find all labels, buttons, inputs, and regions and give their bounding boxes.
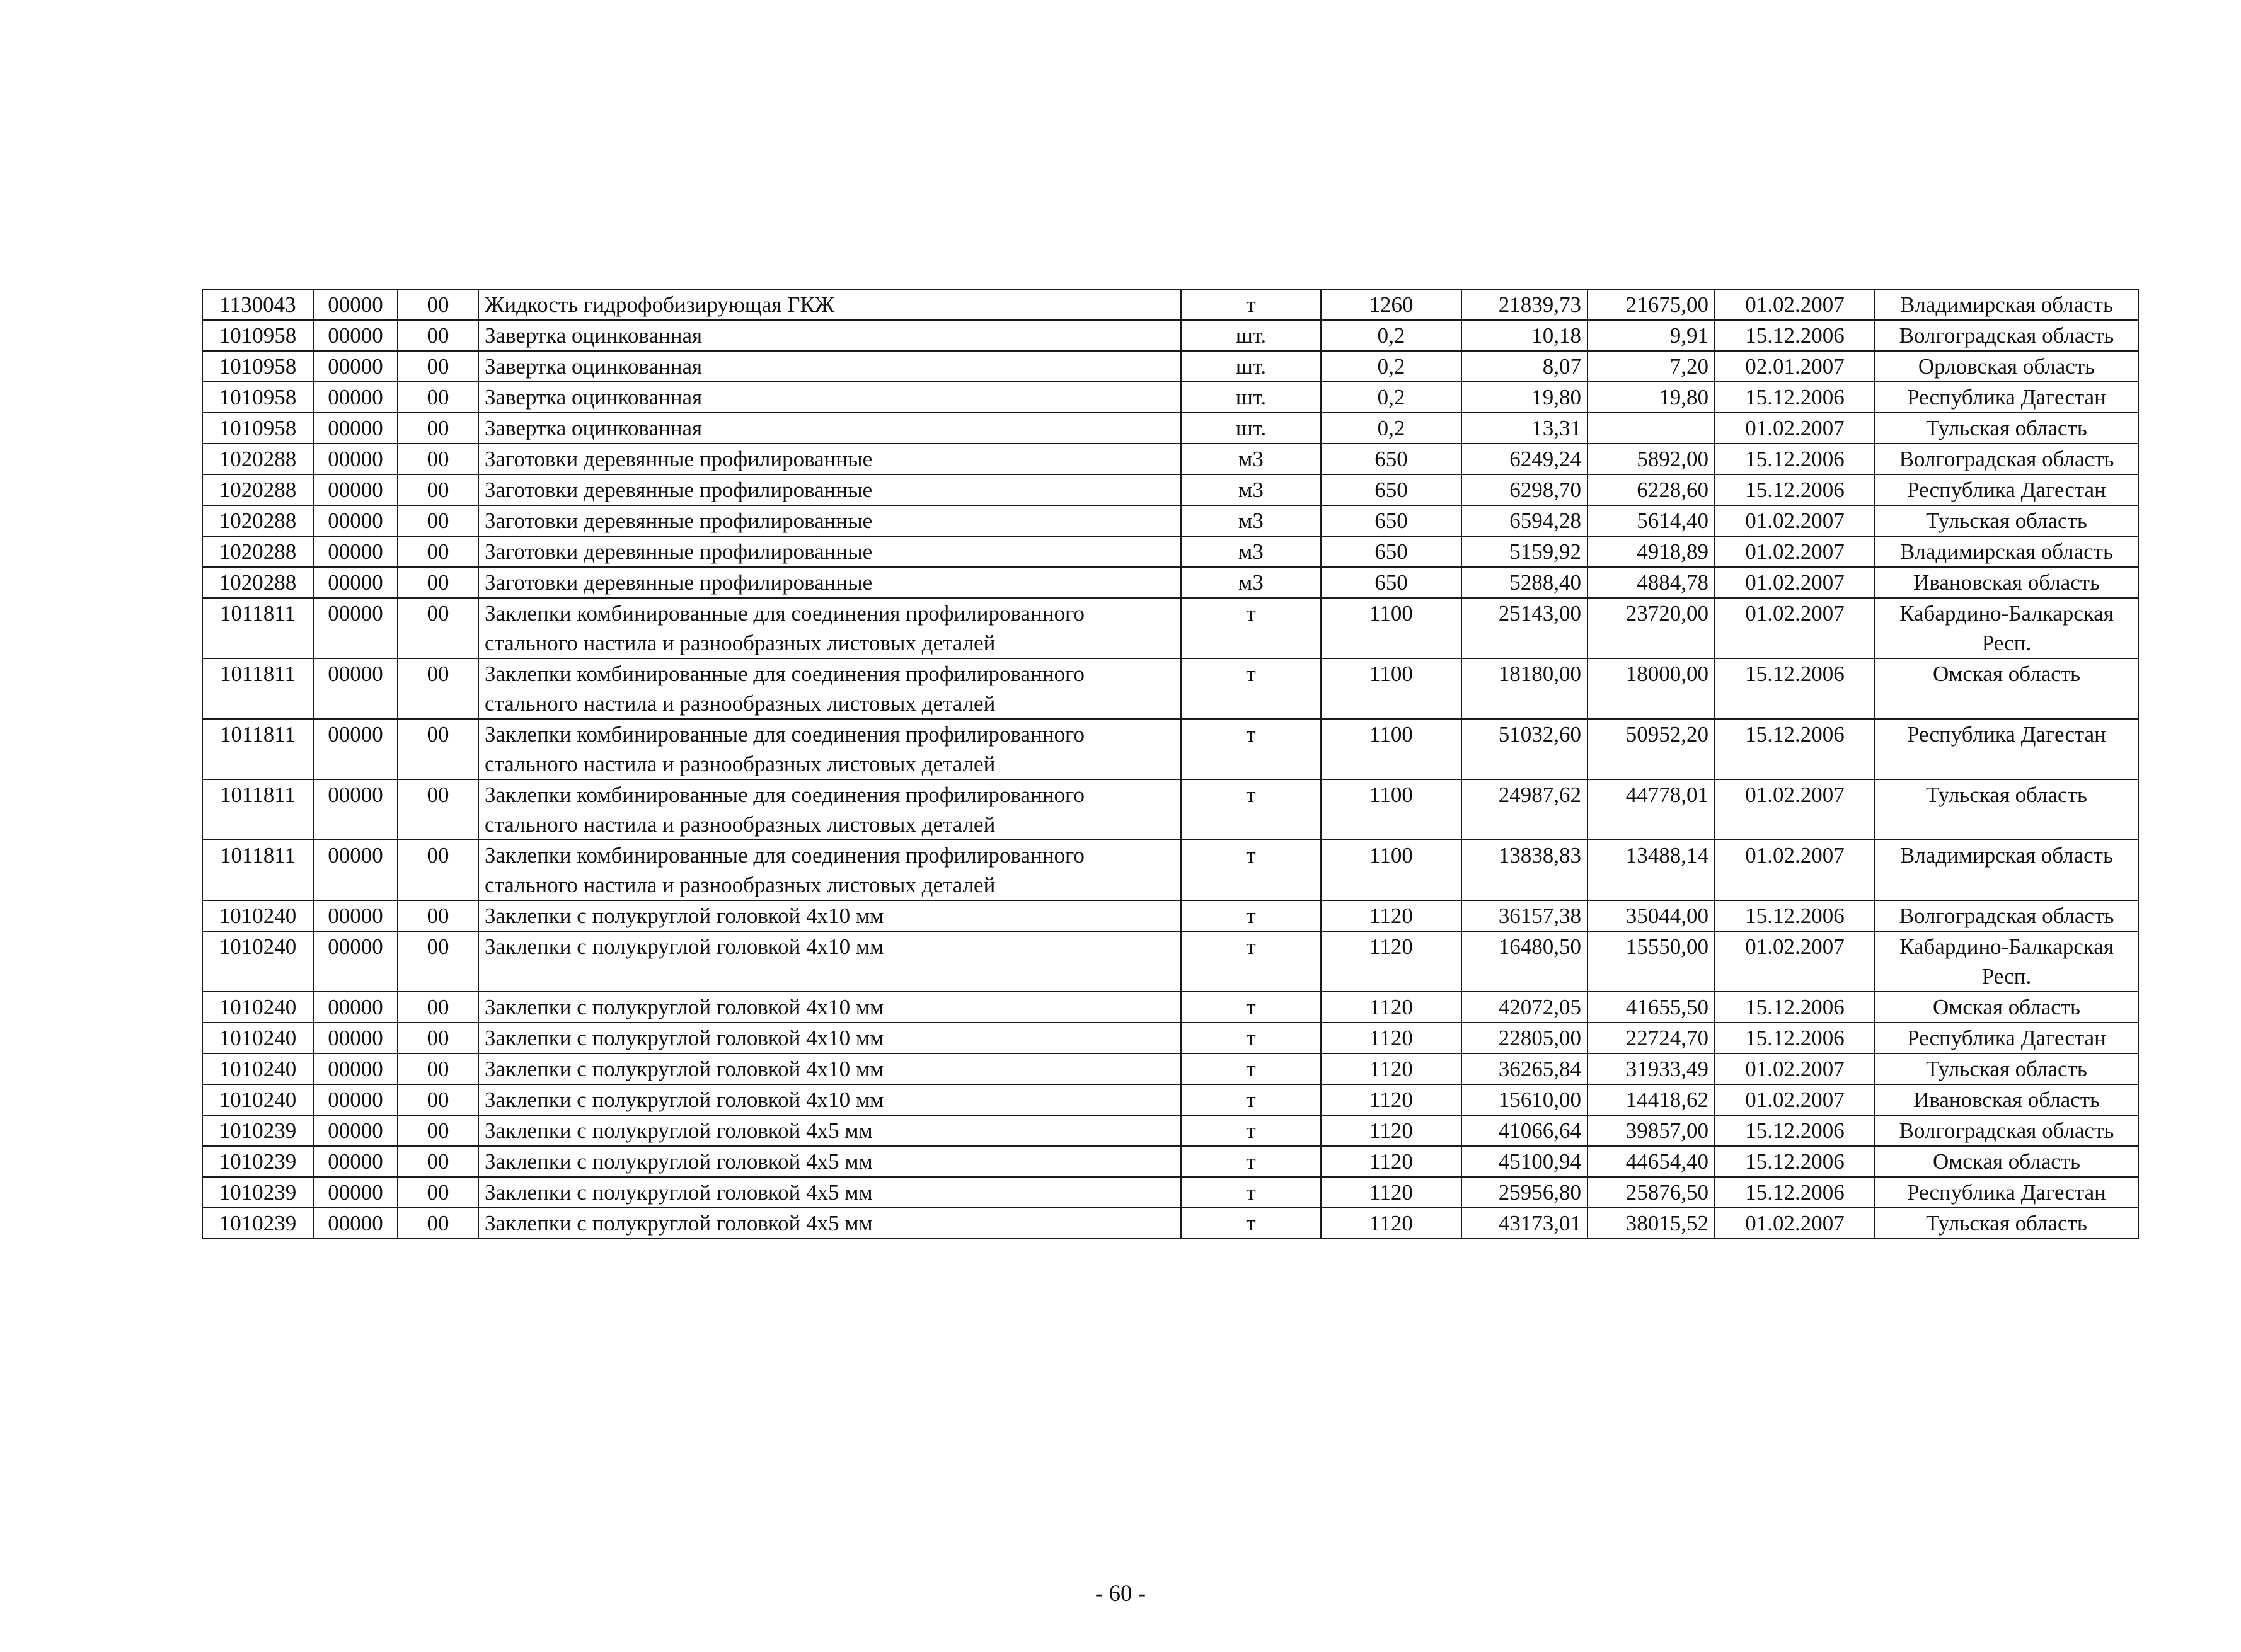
resource-code: 1010958 bbox=[202, 382, 313, 413]
price-cell: 6594,28 bbox=[1461, 505, 1587, 536]
price-alt-cell: 15550,00 bbox=[1587, 931, 1715, 992]
subcode-cell: 00000 bbox=[313, 658, 398, 719]
table-row bbox=[202, 444, 2138, 474]
price-cell: 42072,05 bbox=[1461, 992, 1587, 1023]
price-alt-cell: 4918,89 bbox=[1587, 536, 1715, 567]
table-row bbox=[202, 536, 2138, 567]
price-alt-cell: 21675,00 bbox=[1587, 289, 1715, 320]
price-cell: 8,07 bbox=[1461, 351, 1587, 382]
subcode2-cell: 00 bbox=[398, 567, 478, 598]
resource-code: 1010240 bbox=[202, 1053, 313, 1084]
subcode-cell: 00000 bbox=[313, 1115, 398, 1146]
date-cell: 01.02.2007 bbox=[1715, 567, 1875, 598]
date-cell: 15.12.2006 bbox=[1715, 1177, 1875, 1208]
price-alt-cell: 35044,00 bbox=[1587, 900, 1715, 931]
subcode2-cell: 00 bbox=[398, 320, 478, 351]
subcode2-cell: 00 bbox=[398, 474, 478, 505]
price-alt-cell: 4884,78 bbox=[1587, 567, 1715, 598]
date-cell: 15.12.2006 bbox=[1715, 474, 1875, 505]
region-cell: Тульская область bbox=[1875, 1208, 2138, 1239]
material-name: Завертка оцинкованная bbox=[478, 351, 1181, 382]
material-name: Заклепки с полукруглой головкой 4х5 мм bbox=[478, 1115, 1181, 1146]
date-cell: 01.02.2007 bbox=[1715, 931, 1875, 992]
quantity-cell: 1120 bbox=[1321, 992, 1461, 1023]
subcode-cell: 00000 bbox=[313, 320, 398, 351]
region-cell: Владимирская область bbox=[1875, 840, 2138, 900]
price-alt-cell: 50952,20 bbox=[1587, 719, 1715, 779]
table-row bbox=[202, 598, 2138, 658]
quantity-cell: 1120 bbox=[1321, 1146, 1461, 1177]
region-cell: Кабардино-Балкарская Респ. bbox=[1875, 598, 2138, 658]
region-cell: Республика Дагестан bbox=[1875, 1177, 2138, 1208]
resource-code: 1011811 bbox=[202, 598, 313, 658]
material-name: Завертка оцинкованная bbox=[478, 320, 1181, 351]
material-name: Заклепки с полукруглой головкой 4х10 мм bbox=[478, 1023, 1181, 1053]
table-row bbox=[202, 505, 2138, 536]
table-row bbox=[202, 382, 2138, 413]
resource-code: 1010958 bbox=[202, 351, 313, 382]
resource-code: 1010240 bbox=[202, 900, 313, 931]
material-name: Заклепки с полукруглой головкой 4х5 мм bbox=[478, 1208, 1181, 1239]
table-row bbox=[202, 992, 2138, 1023]
quantity-cell: 1120 bbox=[1321, 900, 1461, 931]
price-alt-cell: 22724,70 bbox=[1587, 1023, 1715, 1053]
price-alt-cell: 18000,00 bbox=[1587, 658, 1715, 719]
price-cell: 45100,94 bbox=[1461, 1146, 1587, 1177]
unit-cell: т bbox=[1181, 1146, 1321, 1177]
price-cell: 36265,84 bbox=[1461, 1053, 1587, 1084]
price-alt-cell: 19,80 bbox=[1587, 382, 1715, 413]
price-cell: 13,31 bbox=[1461, 413, 1587, 444]
date-cell: 15.12.2006 bbox=[1715, 658, 1875, 719]
subcode-cell: 00000 bbox=[313, 413, 398, 444]
unit-cell: т bbox=[1181, 900, 1321, 931]
price-table bbox=[202, 289, 2139, 1239]
subcode-cell: 00000 bbox=[313, 474, 398, 505]
price-alt-cell: 39857,00 bbox=[1587, 1115, 1715, 1146]
unit-cell: т bbox=[1181, 779, 1321, 840]
subcode2-cell: 00 bbox=[398, 505, 478, 536]
price-cell: 25143,00 bbox=[1461, 598, 1587, 658]
unit-cell: т bbox=[1181, 840, 1321, 900]
region-cell: Волгоградская область bbox=[1875, 1115, 2138, 1146]
region-cell: Орловская область bbox=[1875, 351, 2138, 382]
quantity-cell: 650 bbox=[1321, 567, 1461, 598]
date-cell: 15.12.2006 bbox=[1715, 1115, 1875, 1146]
subcode2-cell: 00 bbox=[398, 351, 478, 382]
resource-code: 1010240 bbox=[202, 1023, 313, 1053]
subcode-cell: 00000 bbox=[313, 444, 398, 474]
date-cell: 15.12.2006 bbox=[1715, 992, 1875, 1023]
date-cell: 01.02.2007 bbox=[1715, 413, 1875, 444]
price-cell: 21839,73 bbox=[1461, 289, 1587, 320]
subcode2-cell: 00 bbox=[398, 1146, 478, 1177]
date-cell: 01.02.2007 bbox=[1715, 840, 1875, 900]
unit-cell: т bbox=[1181, 719, 1321, 779]
table-row bbox=[202, 567, 2138, 598]
price-alt-cell: 23720,00 bbox=[1587, 598, 1715, 658]
date-cell: 15.12.2006 bbox=[1715, 320, 1875, 351]
date-cell: 01.02.2007 bbox=[1715, 289, 1875, 320]
material-name: Завертка оцинкованная bbox=[478, 382, 1181, 413]
region-cell: Владимирская область bbox=[1875, 289, 2138, 320]
quantity-cell: 1100 bbox=[1321, 719, 1461, 779]
price-cell: 24987,62 bbox=[1461, 779, 1587, 840]
region-cell: Кабардино-Балкарская Респ. bbox=[1875, 931, 2138, 992]
unit-cell: т bbox=[1181, 1053, 1321, 1084]
resource-code: 1011811 bbox=[202, 779, 313, 840]
subcode2-cell: 00 bbox=[398, 992, 478, 1023]
date-cell: 01.02.2007 bbox=[1715, 1053, 1875, 1084]
unit-cell: т bbox=[1181, 289, 1321, 320]
material-name: Заклепки с полукруглой головкой 4х10 мм bbox=[478, 931, 1181, 992]
region-cell: Владимирская область bbox=[1875, 536, 2138, 567]
resource-code: 1020288 bbox=[202, 505, 313, 536]
region-cell: Волгоградская область bbox=[1875, 444, 2138, 474]
price-cell: 25956,80 bbox=[1461, 1177, 1587, 1208]
unit-cell: т bbox=[1181, 992, 1321, 1023]
subcode2-cell: 00 bbox=[398, 1177, 478, 1208]
unit-cell: м3 bbox=[1181, 444, 1321, 474]
subcode2-cell: 00 bbox=[398, 779, 478, 840]
date-cell: 15.12.2006 bbox=[1715, 444, 1875, 474]
region-cell: Омская область bbox=[1875, 658, 2138, 719]
unit-cell: т bbox=[1181, 1084, 1321, 1115]
unit-cell: шт. bbox=[1181, 320, 1321, 351]
material-name: Заклепки с полукруглой головкой 4х10 мм bbox=[478, 992, 1181, 1023]
date-cell: 15.12.2006 bbox=[1715, 1023, 1875, 1053]
subcode-cell: 00000 bbox=[313, 536, 398, 567]
unit-cell: шт. bbox=[1181, 382, 1321, 413]
resource-code: 1010958 bbox=[202, 320, 313, 351]
price-alt-cell: 14418,62 bbox=[1587, 1084, 1715, 1115]
price-cell: 5159,92 bbox=[1461, 536, 1587, 567]
resource-code: 1010239 bbox=[202, 1177, 313, 1208]
unit-cell: т bbox=[1181, 931, 1321, 992]
region-cell: Республика Дагестан bbox=[1875, 382, 2138, 413]
table-row bbox=[202, 1023, 2138, 1053]
table-row bbox=[202, 900, 2138, 931]
price-cell: 6249,24 bbox=[1461, 444, 1587, 474]
resource-code: 1010240 bbox=[202, 1084, 313, 1115]
resource-code: 1011811 bbox=[202, 840, 313, 900]
quantity-cell: 1100 bbox=[1321, 658, 1461, 719]
price-alt-cell: 6228,60 bbox=[1587, 474, 1715, 505]
table-row bbox=[202, 320, 2138, 351]
price-alt-cell: 25876,50 bbox=[1587, 1177, 1715, 1208]
material-name: Заклепки комбинированные для соединения профилированного стального настила и разнообразных листовых деталей bbox=[478, 719, 1181, 779]
date-cell: 15.12.2006 bbox=[1715, 1146, 1875, 1177]
subcode-cell: 00000 bbox=[313, 1084, 398, 1115]
date-cell: 15.12.2006 bbox=[1715, 719, 1875, 779]
price-alt-cell: 38015,52 bbox=[1587, 1208, 1715, 1239]
price-cell: 10,18 bbox=[1461, 320, 1587, 351]
date-cell: 01.02.2007 bbox=[1715, 598, 1875, 658]
subcode-cell: 00000 bbox=[313, 1146, 398, 1177]
quantity-cell: 1100 bbox=[1321, 840, 1461, 900]
table-row bbox=[202, 1084, 2138, 1115]
material-name: Заклепки комбинированные для соединения профилированного стального настила и разнообразных листовых деталей bbox=[478, 779, 1181, 840]
subcode2-cell: 00 bbox=[398, 719, 478, 779]
resource-code: 1010239 bbox=[202, 1208, 313, 1239]
price-cell: 41066,64 bbox=[1461, 1115, 1587, 1146]
region-cell: Тульская область bbox=[1875, 1053, 2138, 1084]
material-name: Заклепки с полукруглой головкой 4х10 мм bbox=[478, 1084, 1181, 1115]
date-cell: 01.02.2007 bbox=[1715, 536, 1875, 567]
region-cell: Тульская область bbox=[1875, 413, 2138, 444]
resource-code: 1020288 bbox=[202, 444, 313, 474]
subcode2-cell: 00 bbox=[398, 840, 478, 900]
price-cell: 51032,60 bbox=[1461, 719, 1587, 779]
material-name: Заклепки комбинированные для соединения профилированного стального настила и разнообразных листовых деталей bbox=[478, 598, 1181, 658]
price-alt-cell: 41655,50 bbox=[1587, 992, 1715, 1023]
region-cell: Ивановская область bbox=[1875, 567, 2138, 598]
price-cell: 5288,40 bbox=[1461, 567, 1587, 598]
subcode2-cell: 00 bbox=[398, 536, 478, 567]
unit-cell: м3 bbox=[1181, 505, 1321, 536]
subcode-cell: 00000 bbox=[313, 900, 398, 931]
table-row bbox=[202, 1208, 2138, 1239]
region-cell: Омская область bbox=[1875, 1146, 2138, 1177]
quantity-cell: 0,2 bbox=[1321, 351, 1461, 382]
subcode2-cell: 00 bbox=[398, 1115, 478, 1146]
table-row bbox=[202, 289, 2138, 320]
material-name: Заклепки комбинированные для соединения профилированного стального настила и разнообразных листовых деталей bbox=[478, 840, 1181, 900]
table-row bbox=[202, 779, 2138, 840]
quantity-cell: 0,2 bbox=[1321, 382, 1461, 413]
table-row bbox=[202, 1177, 2138, 1208]
region-cell: Волгоградская область bbox=[1875, 900, 2138, 931]
date-cell: 01.02.2007 bbox=[1715, 1084, 1875, 1115]
quantity-cell: 1120 bbox=[1321, 1053, 1461, 1084]
subcode2-cell: 00 bbox=[398, 444, 478, 474]
resource-code: 1020288 bbox=[202, 474, 313, 505]
resource-code: 1011811 bbox=[202, 719, 313, 779]
price-cell: 43173,01 bbox=[1461, 1208, 1587, 1239]
price-cell: 18180,00 bbox=[1461, 658, 1587, 719]
subcode-cell: 00000 bbox=[313, 382, 398, 413]
subcode-cell: 00000 bbox=[313, 351, 398, 382]
price-cell: 6298,70 bbox=[1461, 474, 1587, 505]
quantity-cell: 1120 bbox=[1321, 1115, 1461, 1146]
price-alt-cell: 13488,14 bbox=[1587, 840, 1715, 900]
subcode2-cell: 00 bbox=[398, 382, 478, 413]
material-name: Заготовки деревянные профилированные bbox=[478, 474, 1181, 505]
subcode2-cell: 00 bbox=[398, 658, 478, 719]
resource-code: 1010239 bbox=[202, 1115, 313, 1146]
subcode2-cell: 00 bbox=[398, 931, 478, 992]
subcode-cell: 00000 bbox=[313, 1177, 398, 1208]
quantity-cell: 1100 bbox=[1321, 779, 1461, 840]
table-row bbox=[202, 931, 2138, 992]
quantity-cell: 1120 bbox=[1321, 931, 1461, 992]
resource-code: 1010239 bbox=[202, 1146, 313, 1177]
quantity-cell: 650 bbox=[1321, 536, 1461, 567]
resource-code: 1020288 bbox=[202, 567, 313, 598]
date-cell: 01.02.2007 bbox=[1715, 779, 1875, 840]
subcode-cell: 00000 bbox=[313, 719, 398, 779]
unit-cell: м3 bbox=[1181, 567, 1321, 598]
subcode-cell: 00000 bbox=[313, 992, 398, 1023]
material-name: Заготовки деревянные профилированные bbox=[478, 536, 1181, 567]
subcode-cell: 00000 bbox=[313, 505, 398, 536]
price-alt-cell: 44654,40 bbox=[1587, 1146, 1715, 1177]
quantity-cell: 1120 bbox=[1321, 1177, 1461, 1208]
table-body bbox=[202, 289, 2138, 1239]
region-cell: Республика Дагестан bbox=[1875, 474, 2138, 505]
material-name: Жидкость гидрофобизирующая ГКЖ bbox=[478, 289, 1181, 320]
table-row bbox=[202, 840, 2138, 900]
subcode-cell: 00000 bbox=[313, 840, 398, 900]
resource-code: 1011811 bbox=[202, 658, 313, 719]
date-cell: 01.02.2007 bbox=[1715, 1208, 1875, 1239]
price-alt-cell bbox=[1587, 413, 1715, 444]
region-cell: Омская область bbox=[1875, 992, 2138, 1023]
resource-code: 1010240 bbox=[202, 992, 313, 1023]
unit-cell: т bbox=[1181, 1177, 1321, 1208]
material-name: Заготовки деревянные профилированные bbox=[478, 444, 1181, 474]
date-cell: 15.12.2006 bbox=[1715, 382, 1875, 413]
subcode2-cell: 00 bbox=[398, 413, 478, 444]
subcode2-cell: 00 bbox=[398, 1023, 478, 1053]
unit-cell: т bbox=[1181, 658, 1321, 719]
quantity-cell: 1100 bbox=[1321, 598, 1461, 658]
price-alt-cell: 5892,00 bbox=[1587, 444, 1715, 474]
price-alt-cell: 44778,01 bbox=[1587, 779, 1715, 840]
region-cell: Республика Дагестан bbox=[1875, 1023, 2138, 1053]
subcode-cell: 00000 bbox=[313, 1208, 398, 1239]
table-row bbox=[202, 474, 2138, 505]
subcode-cell: 00000 bbox=[313, 931, 398, 992]
resource-code: 1010958 bbox=[202, 413, 313, 444]
material-name: Заготовки деревянные профилированные bbox=[478, 567, 1181, 598]
resource-code: 1020288 bbox=[202, 536, 313, 567]
quantity-cell: 1120 bbox=[1321, 1084, 1461, 1115]
table-row bbox=[202, 413, 2138, 444]
table-row bbox=[202, 1115, 2138, 1146]
date-cell: 01.02.2007 bbox=[1715, 505, 1875, 536]
subcode2-cell: 00 bbox=[398, 900, 478, 931]
subcode2-cell: 00 bbox=[398, 598, 478, 658]
unit-cell: м3 bbox=[1181, 474, 1321, 505]
price-cell: 15610,00 bbox=[1461, 1084, 1587, 1115]
quantity-cell: 1120 bbox=[1321, 1023, 1461, 1053]
material-name: Завертка оцинкованная bbox=[478, 413, 1181, 444]
material-name: Заклепки с полукруглой головкой 4х10 мм bbox=[478, 900, 1181, 931]
unit-cell: т bbox=[1181, 1023, 1321, 1053]
region-cell: Тульская область bbox=[1875, 779, 2138, 840]
resource-code: 1130043 bbox=[202, 289, 313, 320]
region-cell: Республика Дагестан bbox=[1875, 719, 2138, 779]
page-number: - 60 - bbox=[1095, 1581, 1146, 1607]
subcode-cell: 00000 bbox=[313, 567, 398, 598]
price-cell: 13838,83 bbox=[1461, 840, 1587, 900]
material-name: Заклепки с полукруглой головкой 4х10 мм bbox=[478, 1053, 1181, 1084]
subcode-cell: 00000 bbox=[313, 289, 398, 320]
price-cell: 36157,38 bbox=[1461, 900, 1587, 931]
price-cell: 19,80 bbox=[1461, 382, 1587, 413]
material-name: Заготовки деревянные профилированные bbox=[478, 505, 1181, 536]
region-cell: Тульская область bbox=[1875, 505, 2138, 536]
subcode2-cell: 00 bbox=[398, 1208, 478, 1239]
table-row bbox=[202, 1146, 2138, 1177]
quantity-cell: 0,2 bbox=[1321, 320, 1461, 351]
resource-code: 1010240 bbox=[202, 931, 313, 992]
table-row bbox=[202, 658, 2138, 719]
unit-cell: т bbox=[1181, 1115, 1321, 1146]
date-cell: 15.12.2006 bbox=[1715, 900, 1875, 931]
price-alt-cell: 5614,40 bbox=[1587, 505, 1715, 536]
subcode-cell: 00000 bbox=[313, 779, 398, 840]
region-cell: Волгоградская область bbox=[1875, 320, 2138, 351]
price-cell: 16480,50 bbox=[1461, 931, 1587, 992]
subcode-cell: 00000 bbox=[313, 1053, 398, 1084]
material-name: Заклепки с полукруглой головкой 4х5 мм bbox=[478, 1177, 1181, 1208]
region-cell: Ивановская область bbox=[1875, 1084, 2138, 1115]
subcode2-cell: 00 bbox=[398, 289, 478, 320]
quantity-cell: 650 bbox=[1321, 505, 1461, 536]
subcode-cell: 00000 bbox=[313, 1023, 398, 1053]
unit-cell: шт. bbox=[1181, 351, 1321, 382]
table-row bbox=[202, 351, 2138, 382]
price-cell: 22805,00 bbox=[1461, 1023, 1587, 1053]
unit-cell: м3 bbox=[1181, 536, 1321, 567]
quantity-cell: 1260 bbox=[1321, 289, 1461, 320]
unit-cell: шт. bbox=[1181, 413, 1321, 444]
price-alt-cell: 7,20 bbox=[1587, 351, 1715, 382]
subcode-cell: 00000 bbox=[313, 598, 398, 658]
quantity-cell: 0,2 bbox=[1321, 413, 1461, 444]
unit-cell: т bbox=[1181, 1208, 1321, 1239]
subcode2-cell: 00 bbox=[398, 1053, 478, 1084]
subcode2-cell: 00 bbox=[398, 1084, 478, 1115]
unit-cell: т bbox=[1181, 598, 1321, 658]
price-alt-cell: 9,91 bbox=[1587, 320, 1715, 351]
quantity-cell: 650 bbox=[1321, 474, 1461, 505]
quantity-cell: 650 bbox=[1321, 444, 1461, 474]
price-alt-cell: 31933,49 bbox=[1587, 1053, 1715, 1084]
material-name: Заклепки с полукруглой головкой 4х5 мм bbox=[478, 1146, 1181, 1177]
table-row bbox=[202, 719, 2138, 779]
material-name: Заклепки комбинированные для соединения профилированного стального настила и разнообразных листовых деталей bbox=[478, 658, 1181, 719]
table-row bbox=[202, 1053, 2138, 1084]
quantity-cell: 1120 bbox=[1321, 1208, 1461, 1239]
date-cell: 02.01.2007 bbox=[1715, 351, 1875, 382]
